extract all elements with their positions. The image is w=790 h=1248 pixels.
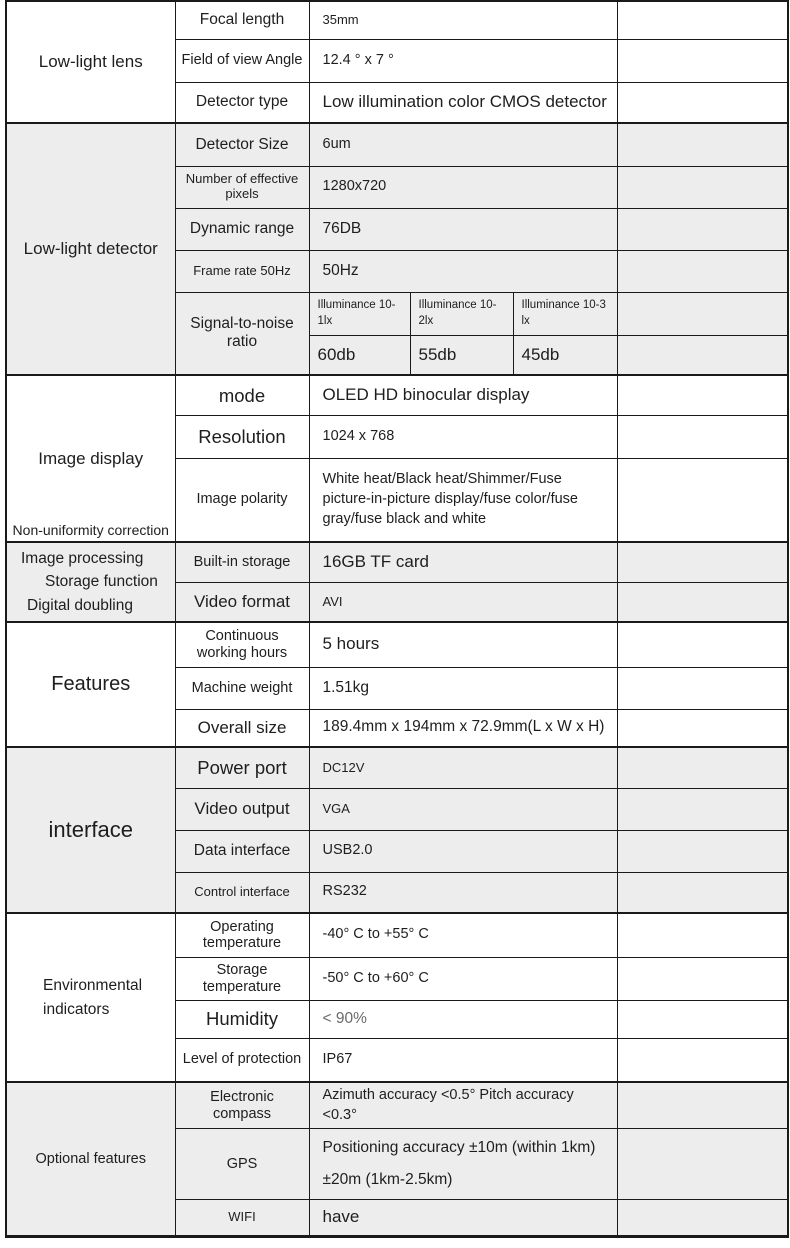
empty-cell-image-processing (617, 542, 788, 582)
empty-cell-environmental-indicators (617, 1000, 788, 1038)
sn-header-cell: Illuminance 10-2lx (410, 292, 513, 335)
param-cell: Signal-to-noise ratio (175, 292, 309, 375)
param-cell: Storage temperature (175, 957, 309, 1000)
spec-row-low-light-lens (6, 1, 788, 39)
category-cell-interface (6, 747, 175, 913)
sn-header-cell: Illuminance 10-3 lx (513, 292, 617, 335)
value-cell: 6um (309, 123, 617, 166)
empty-cell-interface (617, 830, 788, 872)
param-cell: Continuous working hours (175, 622, 309, 667)
param-cell: Electronic compass (175, 1082, 309, 1129)
category-cell-image-processing (6, 542, 175, 622)
category-label-line: Optional features (35, 1151, 146, 1167)
empty-cell-low-light-lens (617, 82, 788, 123)
empty-cell-environmental-indicators (617, 1038, 788, 1082)
category-label-line: interface (48, 817, 133, 843)
sn-value-cell: 60db (309, 335, 410, 375)
param-cell: WIFI (175, 1200, 309, 1237)
empty-cell-features (617, 667, 788, 709)
param-cell: Detector type (175, 82, 309, 123)
param-cell: Frame rate 50Hz (175, 250, 309, 292)
category-cell-low-light-lens (6, 1, 175, 123)
empty-cell-optional-features (617, 1200, 788, 1237)
value-cell: 189.4mm x 194mm x 72.9mm(L x W x H) (309, 709, 617, 747)
param-cell: mode (175, 375, 309, 415)
empty-cell-low-light-detector (617, 208, 788, 250)
value-line: ±20m (1km-2.5km) (322, 1170, 453, 1188)
empty-cell-image-processing (617, 582, 788, 622)
value-cell: 50Hz (309, 250, 617, 292)
category-label-line: Digital doubling (27, 596, 133, 614)
param-cell: Image polarity (175, 458, 309, 542)
value-cell: -40° C to +55° C (309, 913, 617, 957)
empty-cell-low-light-lens (617, 39, 788, 82)
value-cell: 12.4 ° x 7 ° (309, 39, 617, 82)
param-cell: Number of effective pixels (175, 166, 309, 208)
empty-cell-low-light-detector (617, 123, 788, 166)
empty-cell-environmental-indicators (617, 957, 788, 1000)
empty-cell-optional-features (617, 1129, 788, 1200)
empty-cell-low-light-detector (617, 250, 788, 292)
value-cell: 16GB TF card (309, 542, 617, 582)
param-cell: Data interface (175, 830, 309, 872)
empty-cell-image-display (617, 458, 788, 542)
empty-cell-image-display (617, 415, 788, 458)
param-cell: Focal length (175, 1, 309, 39)
param-cell: Dynamic range (175, 208, 309, 250)
value-cell: DC12V (309, 747, 617, 788)
value-cell: have (309, 1200, 617, 1237)
value-cell: AVI (309, 582, 617, 622)
category-label-line: indicators (43, 1000, 110, 1018)
param-cell: Field of view Angle (175, 39, 309, 82)
param-cell: Built-in storage (175, 542, 309, 582)
value-line: Positioning accuracy ±10m (within 1km) (322, 1138, 596, 1156)
value-cell: White heat/Black heat/Shimmer/Fuse picture-in-picture display/fuse color/fuse gray/fuse black and white (309, 458, 617, 542)
spec-row-interface (6, 747, 788, 788)
value-cell (309, 1129, 617, 1200)
category-label-line: Low-light lens (38, 52, 143, 72)
sn-value-cell: 45db (513, 335, 617, 375)
category-cell-image-display (6, 375, 175, 542)
empty-cell-optional-features (617, 1082, 788, 1129)
empty-cell-environmental-indicators (617, 913, 788, 957)
category-cell-features (6, 622, 175, 747)
sn-header-cell: Illuminance 10-1lx (309, 292, 410, 335)
spec-row-features (6, 622, 788, 667)
spec-row-environmental-indicators (6, 913, 788, 957)
param-cell: Control interface (175, 872, 309, 913)
value-cell: Low illumination color CMOS detector (309, 82, 617, 123)
value-cell: 1.51kg (309, 667, 617, 709)
param-cell: Video format (175, 582, 309, 622)
param-cell: Level of protection (175, 1038, 309, 1082)
spec-row-image-display (6, 375, 788, 415)
category-label-line: Environmental (43, 977, 143, 995)
empty-cell-features (617, 709, 788, 747)
value-cell: 5 hours (309, 622, 617, 667)
param-cell: Detector Size (175, 123, 309, 166)
param-cell: Operating temperature (175, 913, 309, 957)
category-label-line: Low-light detector (23, 239, 158, 259)
value-cell: Azimuth accuracy <0.5° Pitch accuracy <0.3° (309, 1082, 617, 1129)
value-cell: -50° C to +60° C (309, 957, 617, 1000)
value-cell: < 90% (309, 1000, 617, 1038)
empty-cell-low-light-lens (617, 1, 788, 39)
param-cell: Resolution (175, 415, 309, 458)
spec-row-image-processing (6, 542, 788, 582)
spec-row-optional-features (6, 1082, 788, 1129)
value-cell: OLED HD binocular display (309, 375, 617, 415)
category-label-line: Image processing (21, 550, 144, 568)
category-label-line: Features (51, 673, 131, 695)
value-cell: USB2.0 (309, 830, 617, 872)
spec-table-body (6, 1, 788, 1237)
param-cell: Machine weight (175, 667, 309, 709)
empty-cell-low-light-detector (617, 335, 788, 375)
empty-cell-interface (617, 872, 788, 913)
value-cell: VGA (309, 788, 617, 830)
category-label-line: Image display (38, 448, 144, 468)
param-cell: Humidity (175, 1000, 309, 1038)
category-footer-label: Non-uniformity correction (12, 521, 169, 538)
param-cell: Overall size (175, 709, 309, 747)
empty-cell-low-light-detector (617, 166, 788, 208)
param-cell: Power port (175, 747, 309, 788)
category-label-line: Storage function (45, 573, 158, 591)
empty-cell-features (617, 622, 788, 667)
param-cell: Video output (175, 788, 309, 830)
empty-cell-interface (617, 788, 788, 830)
value-cell: IP67 (309, 1038, 617, 1082)
empty-cell-image-display (617, 375, 788, 415)
category-cell-environmental-indicators (6, 913, 175, 1082)
value-cell: 35mm (309, 1, 617, 39)
value-cell: 76DB (309, 208, 617, 250)
spec-table (5, 0, 789, 1238)
value-cell: RS232 (309, 872, 617, 913)
spec-row-low-light-detector (6, 123, 788, 166)
value-cell: 1024 x 768 (309, 415, 617, 458)
empty-cell-interface (617, 747, 788, 788)
empty-cell-low-light-detector (617, 292, 788, 335)
category-cell-optional-features (6, 1082, 175, 1237)
sn-value-cell: 55db (410, 335, 513, 375)
category-cell-low-light-detector (6, 123, 175, 375)
param-cell: GPS (175, 1129, 309, 1200)
value-cell: 1280x720 (309, 166, 617, 208)
